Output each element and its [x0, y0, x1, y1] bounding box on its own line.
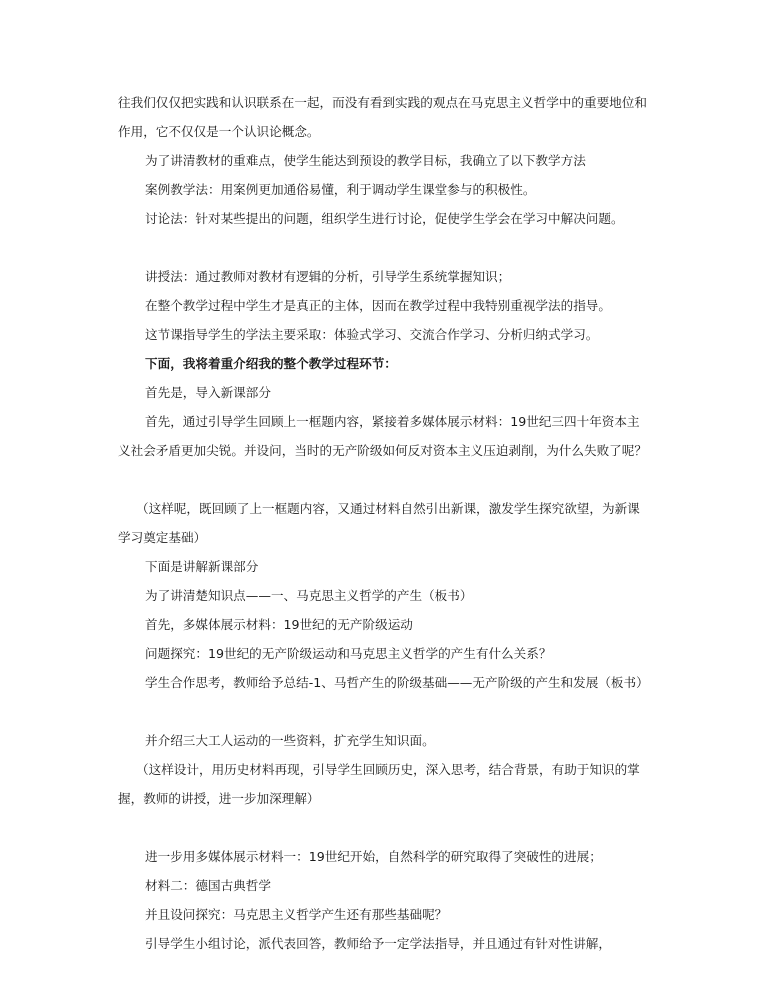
paragraph-group-discussion: 引导学生小组讨论，派代表回答，教师给予一定学法指导，并且通过有针对性讲解， [145, 936, 611, 951]
paragraph-process-heading: 下面，我将着重介绍我的整个教学过程环节： [145, 356, 397, 371]
paragraph-teaching-methods-intro: 为了讲清教材的重难点，使学生能达到预设的教学目标，我确立了以下教学方法 [145, 153, 586, 168]
paragraph-lecture-method: 讲授法：通过教师对教材有逻辑的分析，引导学生系统掌握知识； [145, 269, 511, 284]
paragraph-new-lesson: 下面是讲解新课部分 [145, 559, 259, 574]
paragraph-continuation: 往我们仅仅把实践和认识联系在一起，而没有看到实践的观点在马克思主义哲学中的重要地位和作用，它不仅仅是一个认识论概念。 [118, 95, 647, 139]
paragraph-student-cooperation: 学生合作思考，教师给予总结-1、马哲产生的阶级基础——无产阶级的产生和发展（板书） [145, 675, 649, 690]
paragraph-inquiry-question: 并且设问探究：马克思主义哲学产生还有那些基础呢？ [145, 907, 448, 922]
paragraph-learning-methods: 这节课指导学生的学法主要采取：体验式学习、交流合作学习、分析归纳式学习。 [145, 327, 599, 342]
paragraph-workers-movements: 并介绍三大工人运动的一些资料，扩充学生知识面。 [145, 733, 435, 748]
paragraph-discussion-method: 讨论法：针对某些提出的问题，组织学生进行讨论，促使学生学会在学习中解决问题。 [145, 211, 624, 226]
paragraph-design-note-1: （这样呢，既回顾了上一框题内容，又通过材料自然引出新课，激发学生探究欲望，为新课学习奠定基础） [118, 501, 640, 545]
paragraph-material-19c: 首先，多媒体展示材料：19世纪的无产阶级运动 [145, 617, 413, 632]
paragraph-intro-section: 首先是，导入新课部分 [145, 385, 271, 400]
paragraph-case-method: 案例教学法：用案例更加通俗易懂，利于调动学生课堂参与的积极性。 [145, 182, 536, 197]
paragraph-knowledge-point: 为了讲清楚知识点——一、马克思主义哲学的产生（板书） [145, 588, 473, 603]
paragraph-material-one: 进一步用多媒体展示材料一：19世纪开始，自然科学的研究取得了突破性的进展； [145, 849, 602, 864]
paragraph-material-two: 材料二：德国古典哲学 [145, 878, 271, 893]
paragraph-question-inquiry: 问题探究：19世纪的无产阶级运动和马克思主义哲学的产生有什么关系？ [145, 646, 552, 661]
paragraph-design-note-2: （这样设计，用历史材料再现，引导学生回顾历史，深入思考，结合背景，有助于知识的掌握，教师的讲授，进一步加深理解） [118, 762, 640, 806]
paragraph-review-material: 首先，通过引导学生回顾上一框题内容，紧接着多媒体展示材料：19世纪三四十年资本主义社会矛盾更加尖锐。并设问，当时的无产阶级如何反对资本主义压迫剥削，为什么失败了呢？ [118, 414, 647, 458]
paragraph-student-subject: 在整个教学过程中学生才是真正的主体，因而在教学过程中我特别重视学法的指导。 [145, 298, 611, 313]
